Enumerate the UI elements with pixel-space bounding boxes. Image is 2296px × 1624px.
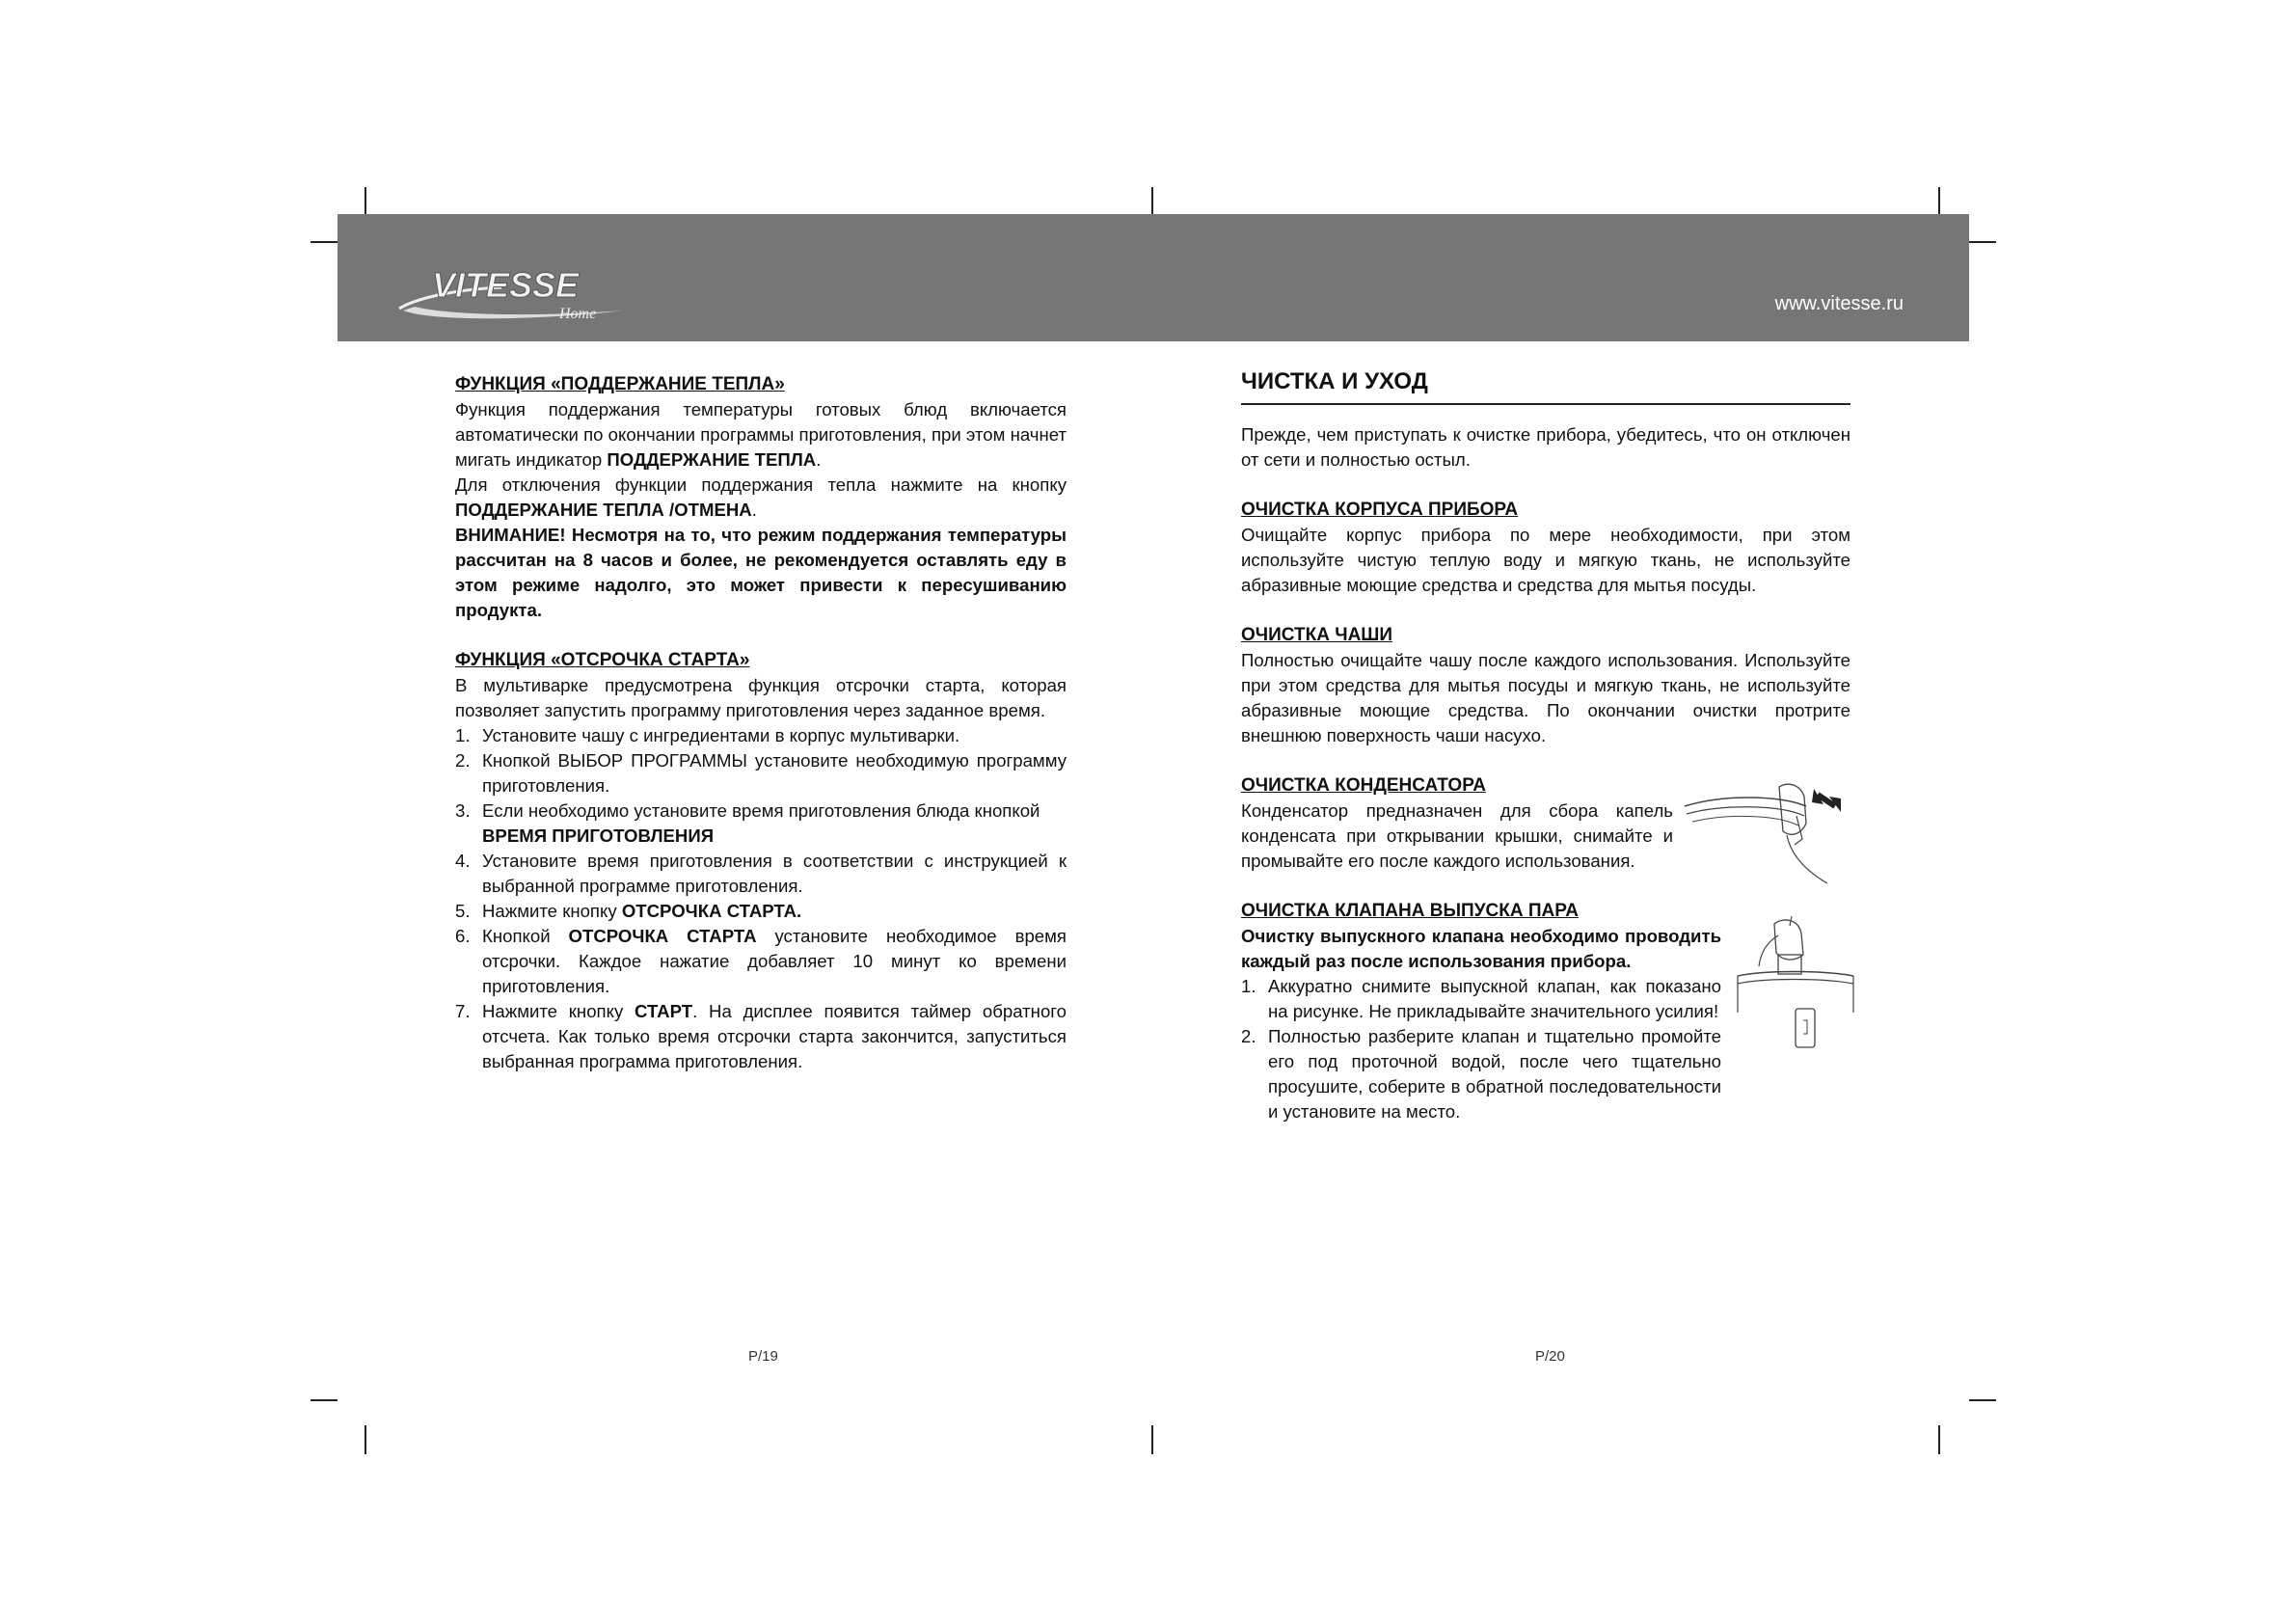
delay-heading: ФУНКЦИЯ «ОТСРОЧКА СТАРТА»	[455, 650, 750, 670]
list-item	[455, 748, 1067, 798]
bowl-cleaning-heading: ОЧИСТКА ЧАШИ	[1241, 625, 1393, 645]
crop-mark	[1938, 187, 1940, 214]
keep-warm-paragraph	[455, 397, 1067, 473]
step-number: 3.	[455, 800, 471, 821]
valve-steps	[1241, 974, 1721, 1124]
crop-mark	[311, 241, 338, 243]
list-item	[455, 899, 1067, 924]
bowl-cleaning-text: Полностью очищайте чашу после каждого использования. Используйте при этом средства для мытья посуды и мягкую ткань, не используйте абразивные моющие средства. По окончании очистки протрите внешнюю поверхность чаши насухо.	[1241, 650, 1850, 745]
step-after: . На дисплее появится таймер обратного отсчета. Как только время отсрочки старта закончится, запуститься выбранная программа приготовления.	[482, 1001, 1067, 1071]
punct: .	[751, 500, 757, 520]
step-number: 7.	[455, 1001, 471, 1021]
condenser-text: Конденсатор предназначен для сбора капель конденсата при открывании крышки, снимайте и промывайте его после каждого использования.	[1241, 800, 1673, 871]
crop-mark	[365, 1425, 366, 1454]
step-text: Полностью разберите клапан и тщательно промойте его под проточной водой, после чего тщательно просушите, соберите в обратной последовательности и установите на место.	[1268, 1026, 1721, 1122]
page-number-right: P/20	[1535, 1348, 1565, 1365]
vitesse-logo	[395, 260, 636, 333]
step-bold: СТАРТ	[635, 1001, 693, 1021]
step-text: Если необходимо установите время приготовления блюда кнопкой	[482, 800, 1040, 821]
step-bold: ВРЕМЯ ПРИГОТОВЛЕНИЯ	[482, 826, 715, 846]
crop-mark	[1969, 1399, 1996, 1401]
step-bold: ОТСРОЧКА СТАРТА	[568, 926, 757, 946]
list-item	[455, 924, 1067, 999]
keep-warm-heading: ФУНКЦИЯ «ПОДДЕРЖАНИЕ ТЕПЛА»	[455, 374, 785, 394]
website-link[interactable]: www.vitesse.ru	[1774, 293, 1904, 314]
valve-intro-text: Очистку выпускного клапана необходимо проводить каждый раз после использования прибора.	[1241, 926, 1721, 971]
valve-bold-intro	[1241, 924, 1721, 974]
step-after: установите необходимое время отсрочки. Каждое нажатие добавляет 10 минут ко времени приготовления.	[482, 926, 1067, 996]
list-item	[1241, 974, 1721, 1024]
step-number: 2.	[455, 750, 471, 771]
step-number: 5.	[455, 901, 471, 921]
delay-intro: В мультиварке предусмотрена функция отсрочки старта, которая позволяет запустить программу приготовления через заданное время.	[455, 675, 1067, 720]
keep-warm-indicator: ПОДДЕРЖАНИЕ ТЕПЛА	[607, 449, 817, 470]
delay-steps	[455, 723, 1067, 1074]
page-number-left: P/19	[748, 1348, 778, 1365]
crop-mark	[1938, 1425, 1940, 1454]
step-text: Нажмите кнопку	[482, 1001, 635, 1021]
valve-illustration	[1736, 916, 1856, 1061]
step-text: Установите чашу с ингредиентами в корпус мультиварки.	[482, 725, 960, 745]
list-item	[455, 849, 1067, 899]
cleaning-intro: Прежде, чем приступать к очистке прибора, убедитесь, что он отключен от сети и полностью остыл.	[1241, 424, 1850, 470]
left-column	[455, 372, 1067, 1074]
punct: .	[816, 449, 822, 470]
keep-warm-cancel-paragraph	[455, 473, 1067, 523]
step-number: 4.	[455, 851, 471, 871]
cancel-button-name: ПОДДЕРЖАНИЕ ТЕПЛА /ОТМЕНА	[455, 500, 752, 520]
header-banner	[338, 214, 1969, 341]
step-text: Кнопкой	[482, 926, 569, 946]
list-item	[455, 798, 1067, 849]
valve-heading: ОЧИСТКА КЛАПАНА ВЫПУСКА ПАРА	[1241, 901, 1579, 921]
step-number: 1.	[1241, 976, 1256, 996]
step-text: Установите время приготовления в соответствии с инструкцией к выбранной программе приготовления.	[482, 851, 1067, 896]
condenser-heading: ОЧИСТКА КОНДЕНСАТОРА	[1241, 775, 1486, 796]
warning-paragraph	[455, 523, 1067, 623]
step-number: 1.	[455, 725, 471, 745]
page-title: ЧИСТКА И УХОД	[1241, 366, 1850, 405]
crop-mark	[1969, 241, 1996, 243]
list-item	[1241, 1024, 1721, 1124]
list-item	[455, 723, 1067, 748]
list-item	[455, 999, 1067, 1074]
step-bold: ОТСРОЧКА СТАРТА.	[621, 901, 802, 921]
step-number: 2.	[1241, 1026, 1256, 1046]
warning-text: ВНИМАНИЕ! Несмотря на то, что режим поддержания температуры рассчитан на 8 часов и более, не рекомендуется оставлять еду в этом режиме надолго, это может привести к пересушиванию продукта.	[455, 525, 1067, 620]
step-text: Нажмите кнопку	[482, 901, 622, 921]
condenser-illustration	[1683, 777, 1851, 891]
crop-mark	[365, 187, 366, 214]
body-cleaning-text: Очищайте корпус прибора по мере необходимости, при этом используйте чистую теплую воду и мягкую ткань, не используйте абразивные моющие средства и средства для мытья посуды.	[1241, 525, 1850, 595]
logo-swoosh-icon	[395, 260, 636, 328]
body-cleaning-heading: ОЧИСТКА КОРПУСА ПРИБОРА	[1241, 500, 1519, 520]
crop-mark	[1151, 1425, 1153, 1454]
step-text: Кнопкой ВЫБОР ПРОГРАММЫ установите необходимую программу приготовления.	[482, 750, 1067, 796]
crop-mark	[311, 1399, 338, 1401]
keep-warm-text: Функция поддержания температуры готовых блюд включается автоматически по окончании программы приготовления, при этом начнет мигать индикатор	[455, 399, 1067, 470]
step-text: Аккуратно снимите выпускной клапан, как показано на рисунке. Не прикладывайте значительного усилия!	[1268, 976, 1721, 1021]
svg-text:VITESSE: VITESSE	[432, 265, 580, 305]
step-number: 6.	[455, 926, 471, 946]
crop-mark	[1151, 187, 1153, 214]
cancel-text: Для отключения функции поддержания тепла нажмите на кнопку	[455, 474, 1067, 495]
svg-text:Home: Home	[559, 306, 597, 322]
